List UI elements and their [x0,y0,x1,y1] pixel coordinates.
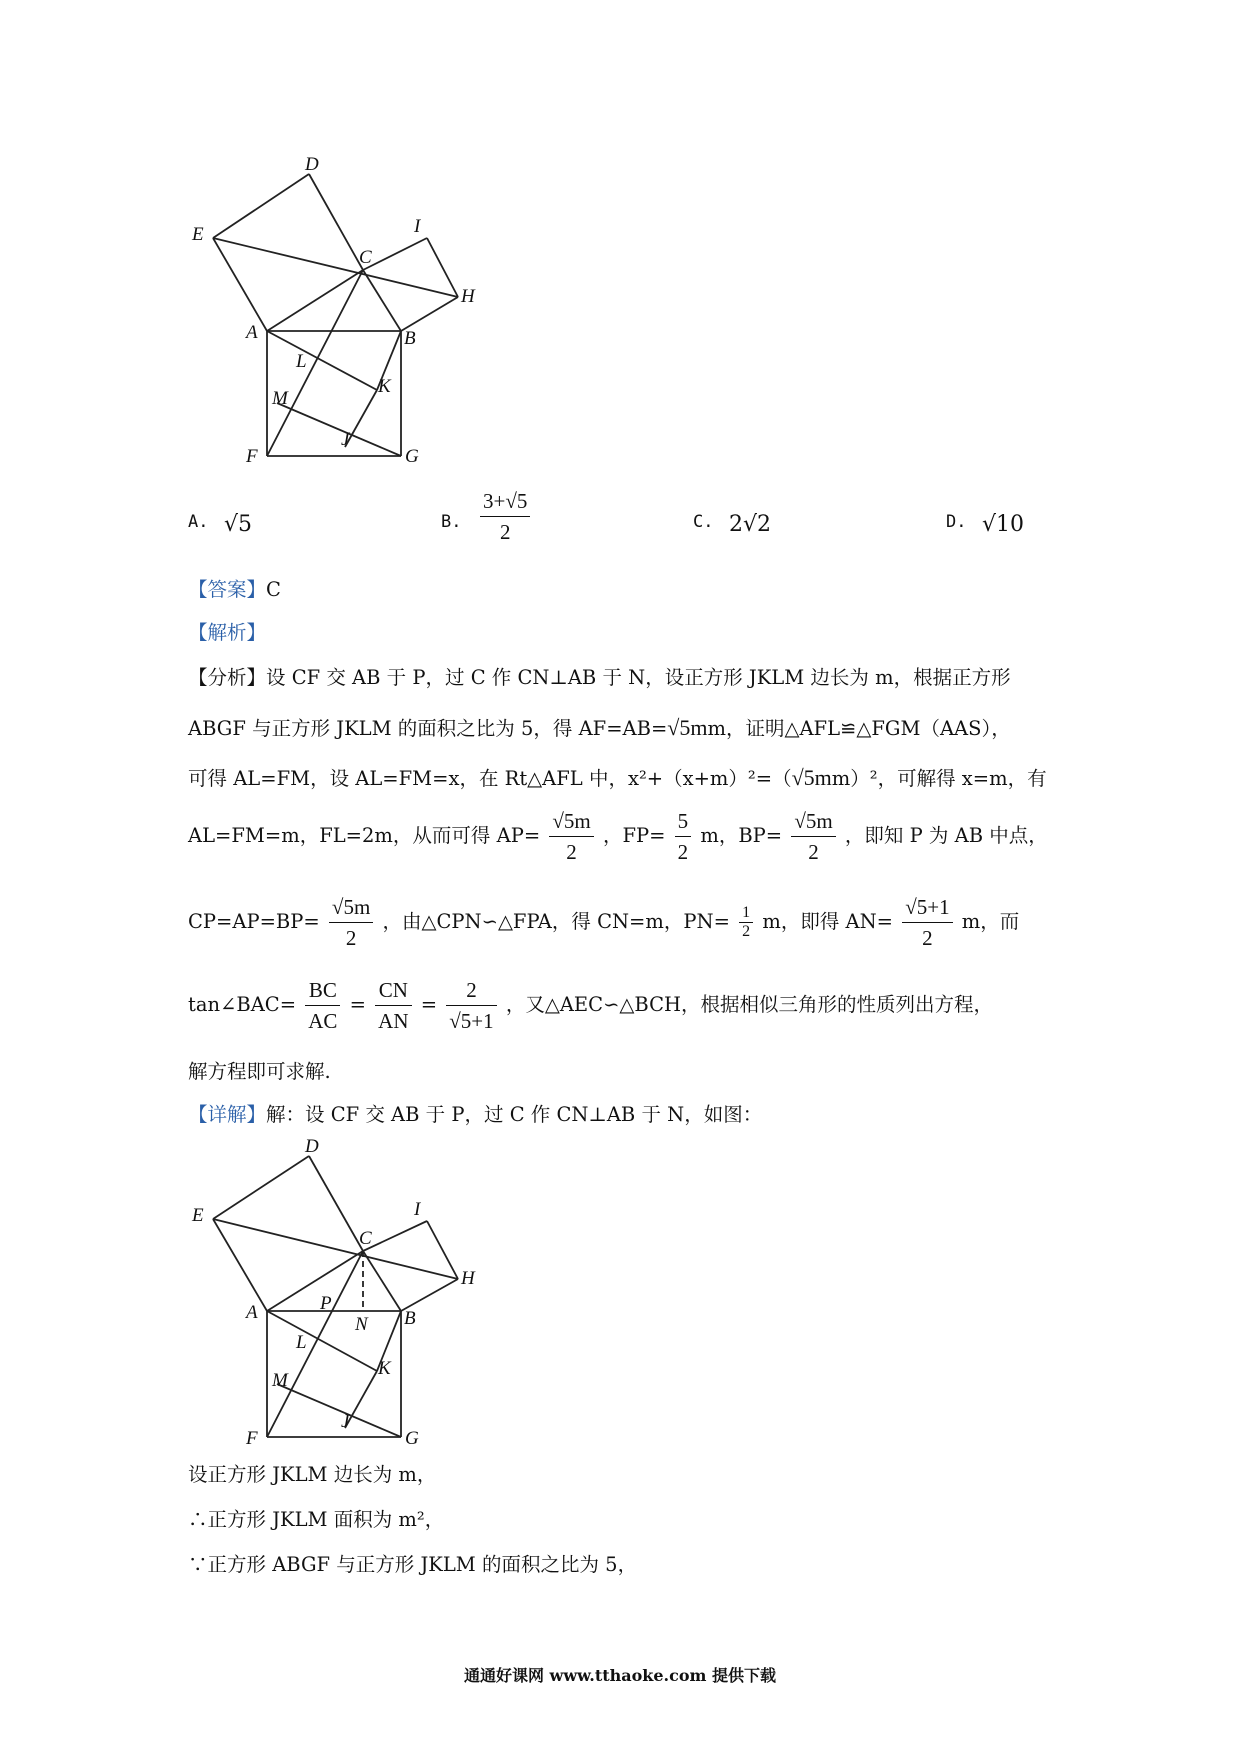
choice-a-value: √5 [224,512,253,537]
label-L: L [296,351,307,372]
label-J: J [341,429,350,450]
geometry-figure-1 [180,150,480,480]
label2-D: D [305,1136,319,1157]
label2-C: C [359,1228,372,1249]
label2-F: F [246,1428,258,1445]
detail-step-2: ∴正方形 JKLM 面积为 m²， [188,1508,445,1531]
analysis-line-7: 解方程即可求解. [188,1060,331,1083]
label-C: C [359,247,372,268]
analysis-line-2: ABGF 与正方形 JKLM 的面积之比为 5，得 AF=AB=√5mm，证明△AFL≌△FGM（AAS）， [188,715,1011,740]
label-F: F [246,446,258,467]
fraction-ap: $\frac{√5m}{2}$ [549,806,593,867]
fraction-fp: $\frac{5}{2}$ [675,806,692,867]
analysis-line-5: CP=AP=BP= $\frac{√5m}{2}$ ，由△CPN∽△FPA，得 CN=m，PN= $\frac{1}{2}$ m，即得 AN= $\frac{√5+1}{2}$ m，而 [188,892,1019,953]
label2-K: K [378,1358,391,1379]
label-K: K [378,376,391,397]
fraction-an: $\frac{√5+1}{2}$ [902,892,952,953]
label-H: H [461,286,475,307]
analysis-heading: 【解析】 [188,621,267,644]
detail-step-1: 设正方形 JKLM 边长为 m， [188,1463,437,1486]
label-G: G [405,446,419,467]
fraction-bc-ac: $\frac{BC}{AC}$ [305,975,340,1036]
label2-A: A [246,1302,258,1323]
label2-B: B [404,1308,416,1329]
detail-step-3: ∵正方形 ABGF 与正方形 JKLM 的面积之比为 5， [188,1553,638,1576]
figure-1-lines [213,174,458,456]
label-E: E [192,224,204,245]
analysis-line-6: tan∠BAC= $\frac{BC}{AC}$ = $\frac{CN}{AN}$ = $\frac{2}{√5+1}$ ，又△AEC∽△BCH，根据相似三角形的性质列出方程， [188,975,993,1036]
label2-E: E [192,1205,204,1226]
choice-d-value: √10 [982,512,1025,537]
label2-G: G [405,1428,419,1445]
label2-M: M [272,1370,288,1391]
fraction-cp: $\frac{√5m}{2}$ [329,892,373,953]
choice-b-numerator: 3+√5 [480,486,530,517]
answer-tag: 【答案】 [188,578,267,601]
label-I: I [414,216,421,237]
analysis-line-4: AL=FM=m，FL=2m，从而可得 AP= $\frac{√5m}{2}$ ，FP= $\frac{5}{2}$ m，BP= $\frac{√5m}{2}$ ，即知 P 为 AB 中点， [188,806,1048,867]
answer-choices: A. √5 B. $\frac{3+√5}{2}$ C. 2√2 D. √10 [188,490,1088,560]
answer-line [188,575,281,605]
fraction-tan-value: $\frac{2}{√5+1}$ [446,975,496,1036]
label-B: B [404,328,416,349]
analysis-line-1: 【分析】设 CF 交 AB 于 P，过 C 作 CN⊥AB 于 N，设正方形 JKLM 边长为 m，根据正方形 [188,666,1011,689]
label2-H: H [461,1268,475,1289]
choice-b-fraction [480,486,530,547]
fraction-cn-an: $\frac{CN}{AN}$ [375,975,411,1036]
fraction-pn: $\frac{1}{2}$ [739,904,753,941]
choice-c-value: 2√2 [729,512,772,537]
label-M: M [272,388,288,409]
choice-b-denominator: 2 [499,520,511,544]
label2-P: P [320,1293,332,1314]
label2-N: N [355,1314,368,1335]
geometry-figure-2 [180,1135,480,1445]
detail-tag: 【详解】 [188,1103,267,1126]
answer-value: C [266,578,281,601]
detail-line: 【详解】解：设 CF 交 AB 于 P，过 C 作 CN⊥AB 于 N，如图： [188,1103,763,1126]
label2-L: L [296,1332,307,1353]
analysis-line-3: 可得 AL=FM，设 AL=FM=x，在 Rt△AFL 中，x²+（x+m）²=（√5mm）²，可解得 x=m，有 [188,765,1047,790]
label-A: A [246,322,258,343]
label-D: D [305,154,319,175]
label2-I: I [414,1199,421,1220]
page-footer: 通通好课网 www.tthaoke.com 提供下载 [463,1666,777,1685]
label2-J: J [341,1411,350,1432]
figure-2-lines [213,1156,458,1437]
fraction-bp: $\frac{√5m}{2}$ [791,806,835,867]
